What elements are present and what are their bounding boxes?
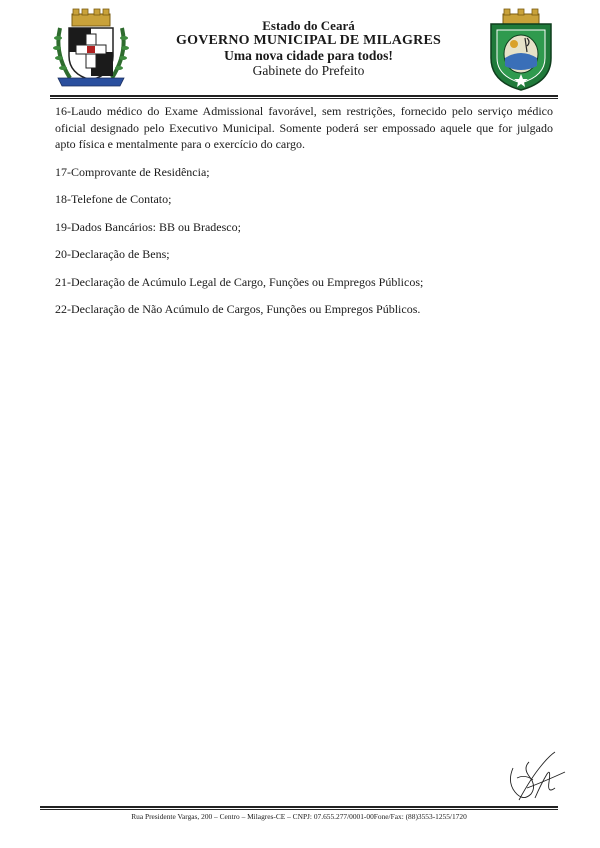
state-name: Estado do Ceará	[262, 18, 355, 33]
document-body	[55, 103, 553, 329]
footer-rule-thin	[40, 809, 558, 810]
list-item-20: 20-Declaração de Bens;	[55, 247, 170, 261]
letterhead	[130, 18, 487, 78]
motto: Uma nova cidade para todos!	[224, 48, 393, 63]
footer-rule	[40, 806, 558, 808]
list-item-18: 18-Telefone de Contato;	[55, 192, 172, 206]
header-rule	[50, 95, 558, 97]
handwritten-signature	[505, 748, 569, 806]
list-item-17: 17-Comprovante de Residência;	[55, 164, 210, 179]
list-item-16: 16-Laudo médico do Exame Admissional favorável, sem restrições, fornecido pelo serviço médico oficial designado pelo Executivo Municipal. Somente poderá ser empossado aquele que for julgado apto física e mentalmente para o exercício do cargo.	[55, 104, 553, 151]
milagres-coat-of-arms-icon	[52, 8, 130, 90]
header-rule-thin	[50, 98, 558, 99]
list-item-21: 21-Declaração de Acúmulo Legal de Cargo, Funções ou Empregos Públicos;	[55, 274, 424, 289]
list-item-22: 22-Declaração de Não Acúmulo de Cargos, Funções ou Empregos Públicos.	[55, 302, 421, 316]
ceara-coat-of-arms-icon	[487, 8, 555, 92]
footer-address: Rua Presidente Vargas, 200 – Centro – Milagres-CE – CNPJ: 07.655.277/0001-00Fone/Fax: (88)3553-1255/1720	[131, 812, 467, 821]
list-item-19: 19-Dados Bancários: BB ou Bradesco;	[55, 219, 241, 234]
government-name: GOVERNO MUNICIPAL DE MILAGRES	[176, 33, 441, 48]
office-name: Gabinete do Prefeito	[252, 63, 365, 78]
